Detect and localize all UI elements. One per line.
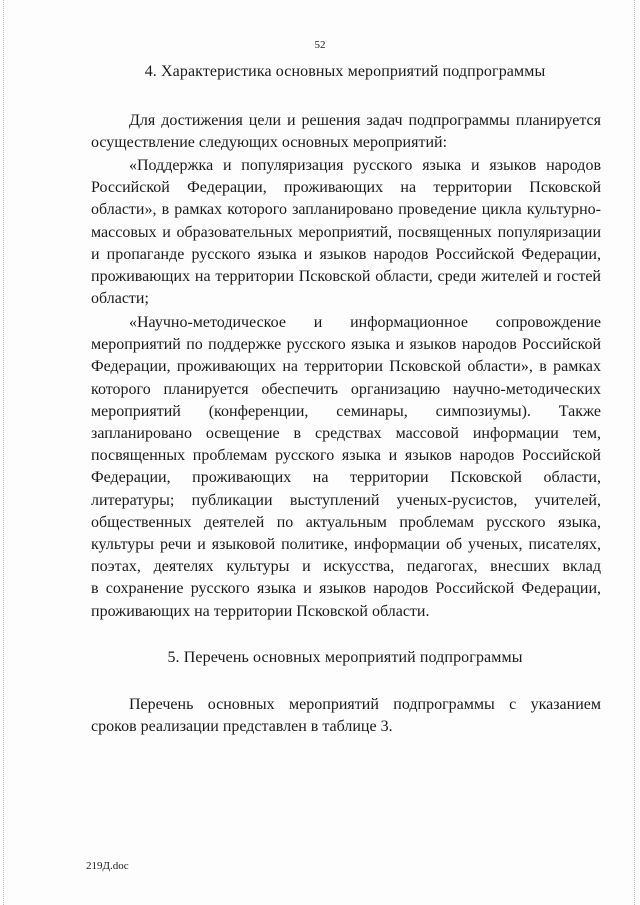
paragraph-line: литературы; публикации выступлений ученых-русистов, учителей, bbox=[91, 491, 601, 509]
footer-file-name: 219Д.doc bbox=[86, 860, 129, 872]
paragraph-line: посвященных проблемам русского языка и языков народов Российской bbox=[91, 447, 601, 465]
paragraph-line: Перечень основных мероприятий подпрограммы с указанием bbox=[129, 696, 601, 713]
paragraph-line: Федерации, проживающих на территории Псковской области», в рамках bbox=[91, 358, 601, 376]
paragraph-line: общественных деятелей по актуальным проблемам русского языка, bbox=[91, 513, 601, 531]
section-5-paragraph bbox=[91, 694, 601, 738]
scan-edge-right bbox=[634, 0, 636, 905]
paragraph-line: и пропаганде русского языка и языков народов Российской Федерации, bbox=[91, 245, 601, 263]
paragraph-line: Российской Федерации, проживающих на территории Псковской bbox=[91, 179, 601, 197]
paragraph-line: массовых и образовательных мероприятий, посвященных популяризации bbox=[91, 223, 601, 241]
page-number: 52 bbox=[314, 39, 326, 51]
section-4-heading: 4. Характеристика основных мероприятий подпрограммы bbox=[144, 63, 546, 80]
paragraph-line: области; bbox=[91, 290, 149, 308]
paragraph-line: Федерации, проживающих на территории Псковской области, bbox=[91, 469, 601, 487]
paragraph-line: мероприятий по поддержке русского языка и языков народов Российской bbox=[91, 336, 601, 354]
paragraph-line: сроков реализации представлен в таблице 3. bbox=[91, 718, 393, 736]
paragraph-line: «Научно-методическое и информационное сопровождение bbox=[129, 314, 601, 331]
measure-1-paragraph bbox=[91, 155, 601, 310]
paragraph-line: области», в рамках которого запланировано проведение цикла культурно- bbox=[91, 201, 601, 219]
paragraph-line: проживающих на территории Псковской области. bbox=[91, 602, 430, 620]
paragraph-line: которого планируется обеспечить организацию научно-методических bbox=[91, 380, 601, 398]
paragraph-line: «Поддержка и популяризация русского языка и языков народов bbox=[129, 157, 601, 174]
section-4-intro-paragraph bbox=[91, 110, 601, 154]
section-5-heading: 5. Перечень основных мероприятий подпрограммы bbox=[167, 649, 523, 666]
paragraph-line: поэтах, деятелях культуры и искусства, педагогах, внесших вклад bbox=[91, 558, 601, 576]
paragraph-line: в сохранение русского языка и языков народов Российской Федерации, bbox=[91, 580, 601, 598]
paragraph-line: осуществление следующих основных мероприятий: bbox=[91, 134, 448, 152]
paragraph-line: проживающих на территории Псковской области, среди жителей и гостей bbox=[91, 268, 601, 286]
measure-2-paragraph bbox=[91, 312, 601, 623]
paragraph-line: культуры речи и языковой политике, информации об ученых, писателях, bbox=[91, 536, 601, 554]
scan-edge-left bbox=[3, 0, 5, 905]
paragraph-line: Для достижения цели и решения задач подпрограммы планируется bbox=[129, 112, 601, 129]
paragraph-line: мероприятий (конференции, семинары, симпозиумы). Также bbox=[91, 402, 601, 420]
paragraph-line: запланировано освещение в средствах массовой информации тем, bbox=[91, 425, 601, 443]
